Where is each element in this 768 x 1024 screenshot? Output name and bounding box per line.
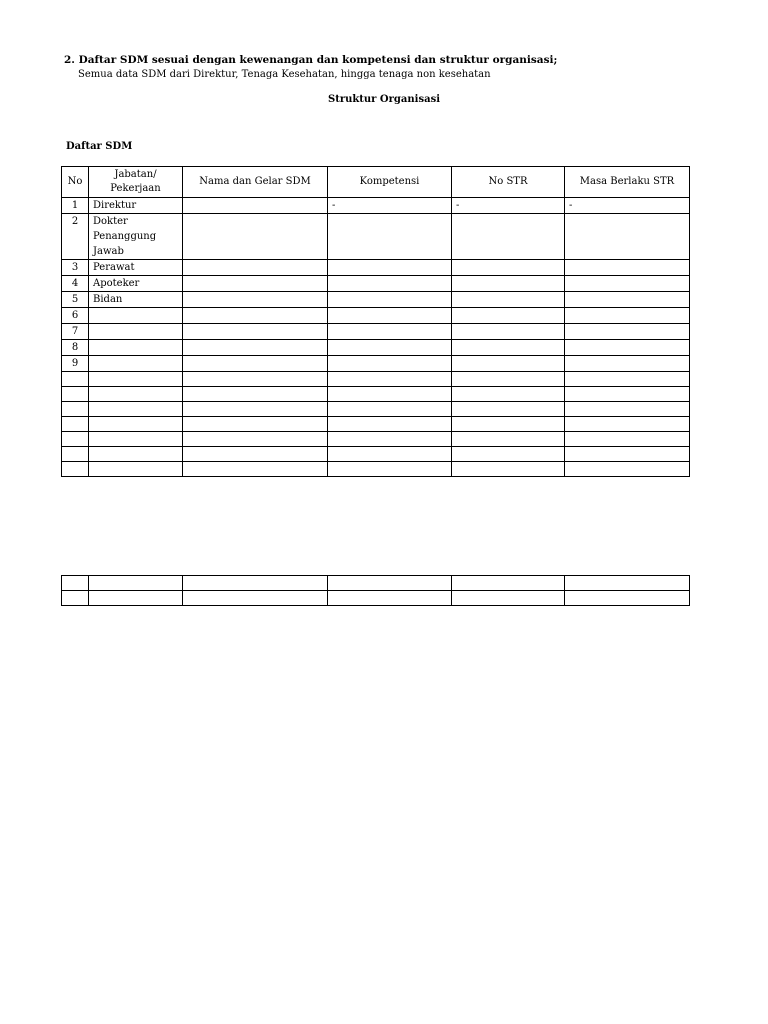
extra-table: [61, 575, 690, 606]
table-cell: [183, 260, 328, 276]
header-no-str: No STR: [452, 167, 565, 198]
table-row: [62, 198, 690, 214]
sdm-table: [61, 166, 690, 477]
table-cell: [565, 324, 690, 340]
table-cell: 6: [62, 308, 89, 324]
table-cell: Dokter Penanggung Jawab: [89, 214, 183, 260]
table-cell: [452, 387, 565, 402]
table-row: [62, 591, 690, 606]
table-cell: [62, 372, 89, 387]
table-cell: [452, 372, 565, 387]
table-cell: [89, 432, 183, 447]
table-cell: [328, 292, 452, 308]
section-description: Semua data SDM dari Direktur, Tenaga Kesehatan, hingga tenaga non kesehatan: [78, 69, 491, 80]
table-row: [62, 447, 690, 462]
table-cell: [565, 340, 690, 356]
table-cell: [89, 462, 183, 477]
table-cell: [62, 462, 89, 477]
table-cell: [89, 372, 183, 387]
table-cell: [452, 276, 565, 292]
table-row: [62, 417, 690, 432]
table-row: [62, 276, 690, 292]
table-cell: [62, 591, 89, 606]
table-cell: [89, 340, 183, 356]
table-cell: [183, 340, 328, 356]
table-cell: [328, 462, 452, 477]
header-masa-berlaku: Masa Berlaku STR: [565, 167, 690, 198]
table-cell: 2: [62, 214, 89, 260]
table-cell: [452, 324, 565, 340]
table-cell: 8: [62, 340, 89, 356]
table-cell: [565, 417, 690, 432]
table-cell: 7: [62, 324, 89, 340]
table-cell: [89, 591, 183, 606]
table-cell: [452, 591, 565, 606]
table-cell: [328, 417, 452, 432]
table-cell: 3: [62, 260, 89, 276]
table-cell: [452, 417, 565, 432]
table-cell: 4: [62, 276, 89, 292]
table-cell: [62, 387, 89, 402]
table-cell: [565, 372, 690, 387]
table-cell: Direktur: [89, 198, 183, 214]
table-cell: [183, 387, 328, 402]
table-cell: 9: [62, 356, 89, 372]
table-cell: [565, 260, 690, 276]
table-cell: [452, 432, 565, 447]
table-cell: [565, 387, 690, 402]
table-cell: [328, 591, 452, 606]
table-cell: [452, 340, 565, 356]
table-row: [62, 260, 690, 276]
table-cell: [565, 462, 690, 477]
table-cell: [62, 417, 89, 432]
table-cell: [328, 402, 452, 417]
table-cell: [452, 214, 565, 260]
table-cell: [328, 260, 452, 276]
table-cell: [328, 447, 452, 462]
section-number: 2.: [64, 54, 75, 66]
table-cell: [328, 432, 452, 447]
section-heading-text: Daftar SDM sesuai dengan kewenangan dan kompetensi dan struktur organisasi;: [78, 54, 558, 66]
table-cell: [565, 308, 690, 324]
table-cell: [452, 260, 565, 276]
table-cell: [565, 356, 690, 372]
table-cell: [183, 447, 328, 462]
table-cell: [452, 402, 565, 417]
table-row: [62, 356, 690, 372]
table-row: [62, 576, 690, 591]
table-row: [62, 308, 690, 324]
table-cell: [452, 356, 565, 372]
sdm-list-title: Daftar SDM: [66, 141, 133, 152]
table-cell: [328, 214, 452, 260]
header-nama: Nama dan Gelar SDM: [183, 167, 328, 198]
table-cell: [89, 356, 183, 372]
table-cell: [328, 340, 452, 356]
table-cell: [183, 214, 328, 260]
table-cell: [62, 447, 89, 462]
table-row: [62, 462, 690, 477]
table-row: [62, 432, 690, 447]
table-cell: [62, 576, 89, 591]
table-cell: [89, 576, 183, 591]
table-row: [62, 292, 690, 308]
table-cell: Apoteker: [89, 276, 183, 292]
header-no: No: [62, 167, 89, 198]
table-cell: [183, 276, 328, 292]
table-cell: [183, 198, 328, 214]
table-cell: [328, 576, 452, 591]
table-cell: [565, 276, 690, 292]
table-row: [62, 214, 690, 260]
table-cell: [565, 402, 690, 417]
table-cell: [565, 214, 690, 260]
table-cell: [452, 447, 565, 462]
table-cell: [89, 324, 183, 340]
table-cell: [183, 417, 328, 432]
section-heading: [64, 54, 557, 66]
table-cell: [328, 387, 452, 402]
table-cell: [183, 308, 328, 324]
header-kompetensi: Kompetensi: [328, 167, 452, 198]
table-cell: -: [452, 198, 565, 214]
table-cell: [183, 462, 328, 477]
table-cell: -: [565, 198, 690, 214]
table-cell: [183, 372, 328, 387]
table-cell: 1: [62, 198, 89, 214]
table-cell: [62, 402, 89, 417]
table-cell: [565, 591, 690, 606]
table-row: [62, 402, 690, 417]
table-cell: [89, 402, 183, 417]
table-cell: [89, 417, 183, 432]
table-cell: [62, 432, 89, 447]
table-cell: [183, 591, 328, 606]
table-cell: [89, 308, 183, 324]
table-cell: [328, 356, 452, 372]
header-jabatan: Jabatan/ Pekerjaan: [89, 167, 183, 198]
table-row: [62, 324, 690, 340]
table-cell: [565, 576, 690, 591]
table-cell: [328, 276, 452, 292]
table-cell: Perawat: [89, 260, 183, 276]
table-cell: 5: [62, 292, 89, 308]
table-cell: [328, 372, 452, 387]
table-cell: [183, 324, 328, 340]
table-row: [62, 387, 690, 402]
table-cell: [183, 292, 328, 308]
table-cell: [183, 576, 328, 591]
table-cell: [328, 324, 452, 340]
org-structure-title: Struktur Organisasi: [327, 94, 440, 105]
table-cell: [183, 356, 328, 372]
table-cell: [565, 432, 690, 447]
table-cell: [452, 462, 565, 477]
table-cell: [565, 447, 690, 462]
table-cell: -: [328, 198, 452, 214]
table-cell: [452, 576, 565, 591]
table-cell: [89, 387, 183, 402]
table-row: [62, 372, 690, 387]
table-row: [62, 340, 690, 356]
table-cell: [452, 308, 565, 324]
table-cell: Bidan: [89, 292, 183, 308]
table-cell: [89, 447, 183, 462]
table-header-row: [62, 167, 690, 198]
table-cell: [452, 292, 565, 308]
table-cell: [565, 292, 690, 308]
table-cell: [183, 432, 328, 447]
table-cell: [328, 308, 452, 324]
table-cell: [183, 402, 328, 417]
